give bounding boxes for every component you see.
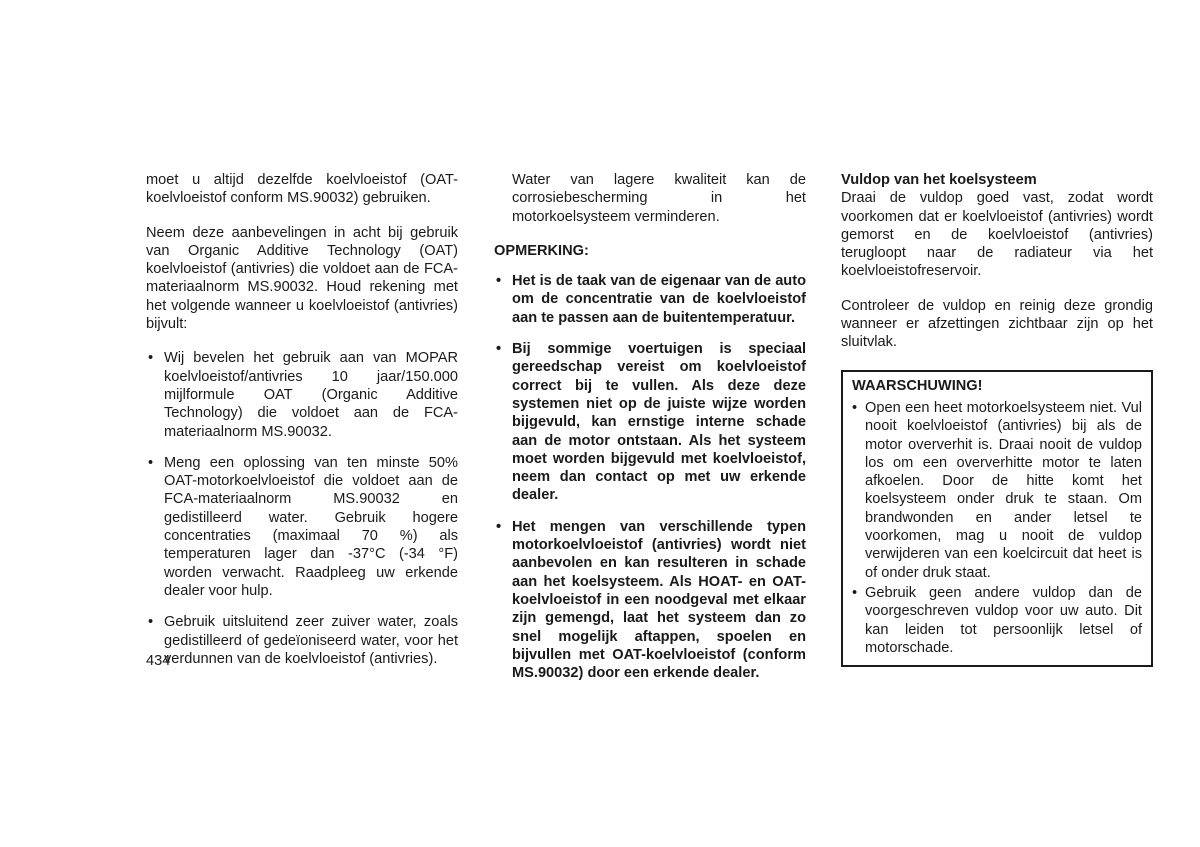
paragraph-recommendations: Neem deze aanbevelingen in acht bij gebruik van Organic Additive Technology (OAT) koelvloeistof (antivries) die voldoet aan de FCA-materiaalnorm MS.90032. Houd rekening met het volgende wanneer u koelvloeistof (antivries) bijvult: bbox=[146, 224, 458, 333]
recommendation-list bbox=[146, 349, 458, 668]
list-item: • Bij sommige voertuigen is speciaal gereedschap vereist om koelvloeistof correct bij te vullen. Als deze deze systemen niet op de juiste wijze worden bijgevuld, kan ernstige interne schade aan de motor ontstaan. Als het systeem moet worden bijgevuld met koelvloeistof, neem dan contact op met uw erkende dealer. bbox=[496, 341, 806, 504]
paragraph-tighten-cap: Draai de vuldop goed vast, zodat wordt voorkomen dat er koelvloeistof (antivries) wordt gemorst en de koelvloeistof (antivries) terugloopt naar de radiateur via het koelvloeistofreservoir. bbox=[841, 190, 1153, 280]
bullet-icon: • bbox=[148, 350, 154, 367]
list-item: • Open een heet motorkoelsysteem niet. Vul nooit koelvloeistof (antivries) bij als de motor oververhit is. Draai nooit de vuldop los om een oververhitte motor te laten afkoelen. Door de hitte komt het koelsysteem onder druk te staan. Om brandwonden en ander letsel te voorkomen, mag u nooit de vuldop verwijderen van een koelcircuit dat heet is of onder druk staat. bbox=[852, 399, 1142, 581]
bullet-icon: • bbox=[852, 399, 858, 416]
bullet-icon: • bbox=[148, 614, 154, 631]
list-item: • Gebruik uitsluitend zeer zuiver water, zoals gedistilleerd of gedeïoniseerd water, voor het verdunnen van de koelvloeistof (antivries). bbox=[148, 614, 458, 667]
paragraph-inspect-cap: Controleer de vuldop en reinig deze grondig wanneer er afzettingen zichtbaar zijn op het sluitvlak. bbox=[841, 297, 1153, 351]
warning-heading: WAARSCHUWING! bbox=[852, 377, 983, 394]
list-item: • Wij bevelen het gebruik aan van MOPAR koelvloeistof/antivries 10 jaar/150.000 mijlformule OAT (Organic Additive Technology) die voldoet aan de FCA-materiaalnorm MS.90032. bbox=[148, 350, 458, 440]
bullet-icon: • bbox=[496, 341, 502, 358]
paragraph-continued: Water van lagere kwaliteit kan de corrosiebescherming in het motorkoelsysteem verminderen. bbox=[512, 172, 806, 225]
bullet-icon: • bbox=[496, 273, 502, 290]
bullet-icon: • bbox=[852, 584, 858, 601]
note-list bbox=[494, 272, 806, 682]
page-number: 434 bbox=[146, 653, 171, 669]
note-heading: OPMERKING: bbox=[494, 242, 589, 259]
bullet-icon: • bbox=[148, 454, 154, 471]
list-item: • Het mengen van verschillende typen motorkoelvloeistof (antivries) wordt niet aanbevolen en kan resulteren in schade aan het koelsysteem. Als HOAT- en OAT-koelvloeistof in een noodgeval met elkaar zijn gemengd, laat het systeem dan zo snel mogelijk aftappen, spoelen en bijvullen met OAT-koelvloeistof (conform MS.90032) door een erkende dealer. bbox=[496, 518, 806, 682]
bullet-icon: • bbox=[496, 518, 502, 535]
column-middle bbox=[494, 171, 806, 695]
list-item: • Het is de taak van de eigenaar van de auto om de concentratie van de koelvloeistof aan te passen aan de buitentemperatuur. bbox=[496, 273, 806, 326]
column-right bbox=[841, 171, 1153, 667]
section-heading: Vuldop van het koelsysteem bbox=[841, 172, 1037, 188]
column-left bbox=[146, 171, 458, 681]
list-item: • Meng een oplossing van ten minste 50% OAT-motorkoelvloeistof die voldoet aan de FCA-materiaalnorm MS.90032 en gedistilleerd water. Gebruik hogere concentraties (maximaal 70 %) als temperaturen lager dan -37°C (-34 °F) worden verwacht. Raadpleeg uw erkende dealer voor hulp. bbox=[148, 454, 458, 599]
paragraph-continued: moet u altijd dezelfde koelvloeistof (OAT-koelvloeistof conform MS.90032) gebruiken. bbox=[146, 172, 458, 207]
list-item: • Gebruik geen andere vuldop dan de voorgeschreven vuldop voor uw auto. Dit kan leiden tot persoonlijk letsel of motorschade. bbox=[852, 584, 1142, 656]
warning-list bbox=[852, 399, 1142, 657]
warning-box bbox=[841, 370, 1153, 667]
